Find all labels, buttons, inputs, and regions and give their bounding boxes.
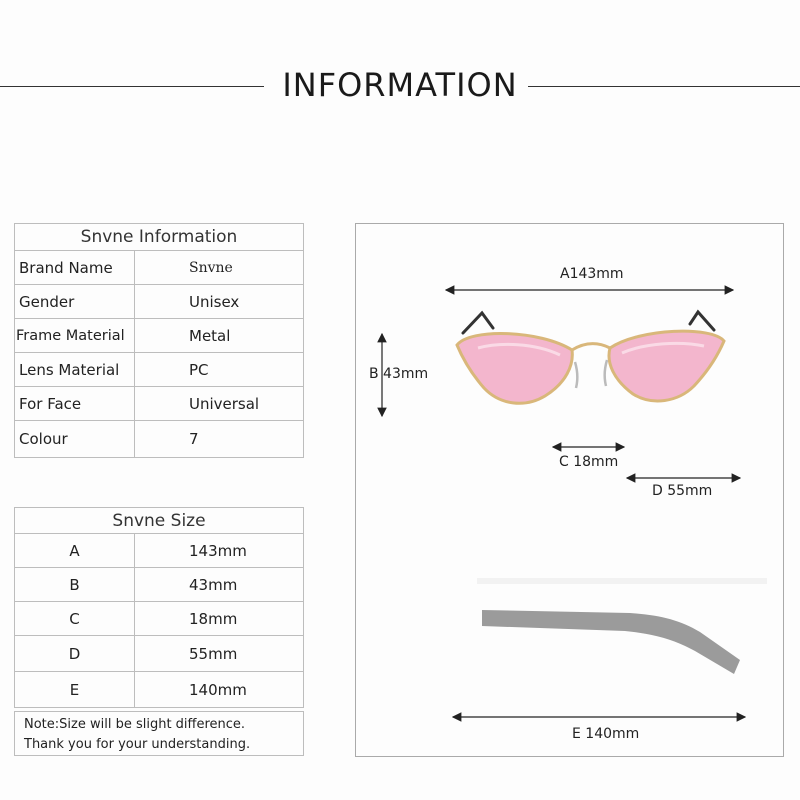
temple-arm-icon bbox=[477, 578, 767, 674]
frame-material-value: Metal bbox=[135, 319, 304, 353]
size-e-label: E bbox=[15, 672, 135, 708]
lens-material-value: PC bbox=[135, 353, 304, 387]
for-face-value: Universal bbox=[135, 387, 304, 421]
size-table-title: Snvne Size bbox=[15, 508, 304, 534]
size-c-value: 18mm bbox=[135, 602, 304, 636]
size-c-label: C bbox=[15, 602, 135, 636]
information-table-title: Snvne Information bbox=[15, 224, 304, 251]
c-dimension-label: C 18mm bbox=[559, 454, 619, 470]
for-face-label: For Face bbox=[15, 387, 135, 421]
a-dimension-label: A143mm bbox=[560, 266, 624, 282]
colour-value: 7 bbox=[135, 421, 304, 458]
brand-name-label: Brand Name bbox=[15, 251, 135, 285]
size-a-value: 143mm bbox=[135, 534, 304, 568]
size-e-value: 140mm bbox=[135, 672, 304, 708]
brand-name-value: Snvne bbox=[135, 251, 304, 285]
size-a-label: A bbox=[15, 534, 135, 568]
page-title: INFORMATION bbox=[282, 66, 518, 104]
note-line-2: Thank you for your understanding. bbox=[24, 737, 251, 752]
frame-material-label: Frame Material bbox=[15, 319, 135, 353]
size-d-label: D bbox=[15, 636, 135, 672]
sunglasses-front-icon bbox=[457, 312, 724, 403]
b-dimension-label: B 43mm bbox=[369, 366, 429, 382]
size-b-label: B bbox=[15, 568, 135, 602]
size-b-value: 43mm bbox=[135, 568, 304, 602]
d-dimension-label: D 55mm bbox=[652, 483, 713, 499]
gender-label: Gender bbox=[15, 285, 135, 319]
e-dimension-label: E 140mm bbox=[572, 726, 640, 742]
note-line-1: Note:Size will be slight difference. bbox=[24, 717, 246, 732]
gender-value: Unisex bbox=[135, 285, 304, 319]
size-d-value: 55mm bbox=[135, 636, 304, 672]
lens-material-label: Lens Material bbox=[15, 353, 135, 387]
colour-label: Colour bbox=[15, 421, 135, 458]
